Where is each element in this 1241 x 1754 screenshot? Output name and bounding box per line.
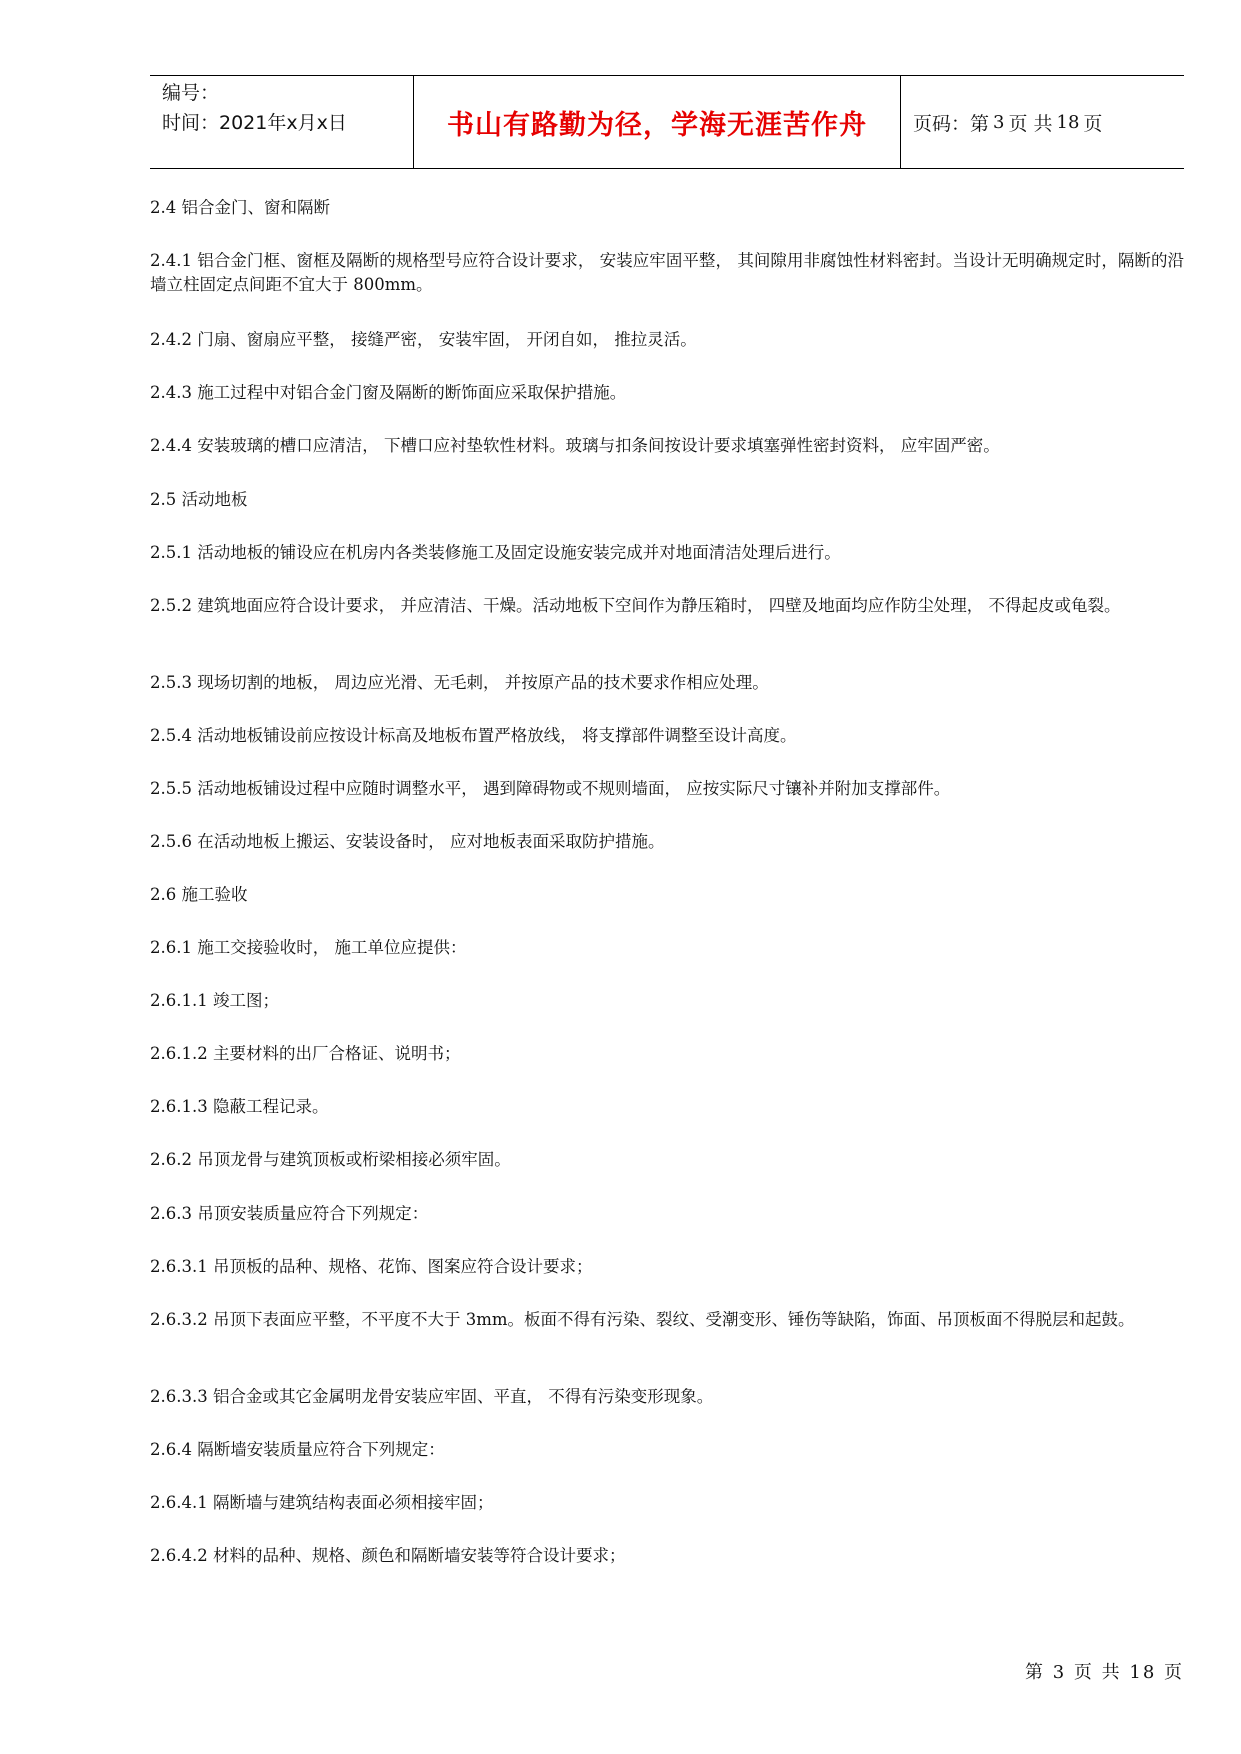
paragraph: 2.4.3 施工过程中对铝合金门窗及隔断的断饰面应采取保护措施。 — [150, 383, 627, 402]
page-suffix: 页 — [1083, 112, 1103, 135]
paragraph: 2.6.4 隔断墙安装质量应符合下列规定： — [150, 1440, 445, 1459]
page-prefix: 页码：第 — [913, 112, 990, 135]
page-header — [150, 75, 1184, 169]
section-heading: 2.5 活动地板 — [150, 490, 248, 509]
page-mid: 页 共 — [1008, 112, 1053, 135]
paragraph: 2.4.4 安装玻璃的槽口应清洁， 下槽口应衬垫软性材料。玻璃与扣条间按设计要求填塞弹性密封资料， 应牢固严密。 — [150, 436, 1000, 455]
paragraph: 2.4.1 铝合金门框、窗框及隔断的规格型号应符合设计要求， 安装应牢固平整， 其间隙用非腐蚀性材料密封。当设计无明确规定时，隔断的沿墙立柱固定点间距不宜大于 800mm。 — [150, 251, 1184, 294]
paragraph: 2.6.3 吊顶安装质量应符合下列规定： — [150, 1204, 429, 1223]
paragraph: 2.6.1 施工交接验收时， 施工单位应提供： — [150, 938, 467, 957]
paragraph: 2.4.2 门扇、窗扇应平整， 接缝严密， 安装牢固， 开闭自如， 推拉灵活。 — [150, 330, 697, 349]
paragraph: 2.5.5 活动地板铺设过程中应随时调整水平， 遇到障碍物或不规则墙面， 应按实际尺寸镶补并附加支撑部件。 — [150, 779, 951, 798]
header-motto: 书山有路勤为径，学海无涯苦作舟 — [414, 76, 901, 168]
page-total-number: 18 — [1056, 111, 1080, 133]
document-number-label: 编号： — [162, 82, 220, 104]
paragraph: 2.6.3.3 铝合金或其它金属明龙骨安装应牢固、平直， 不得有污染变形现象。 — [150, 1387, 714, 1406]
paragraph: 2.6.1.1 竣工图； — [150, 991, 279, 1010]
paragraph: 2.5.3 现场切割的地板， 周边应光滑、无毛刺， 并按原产品的技术要求作相应处理。 — [150, 673, 769, 692]
section-heading: 2.4 铝合金门、窗和隔断 — [150, 198, 330, 217]
paragraph: 2.6.1.2 主要材料的出厂合格证、说明书； — [150, 1044, 461, 1063]
paragraph: 2.6.2 吊顶龙骨与建筑顶板或桁梁相接必须牢固。 — [150, 1150, 511, 1169]
paragraph: 2.5.4 活动地板铺设前应按设计标高及地板布置严格放线， 将支撑部件调整至设计高度。 — [150, 726, 797, 745]
header-page-info — [901, 76, 1184, 168]
paragraph: 2.6.3.1 吊顶板的品种、规格、花饰、图案应符合设计要求； — [150, 1257, 593, 1276]
header-meta — [150, 76, 414, 168]
page-footer: 第 3 页 共 18 页 — [1025, 1662, 1184, 1683]
section-heading: 2.6 施工验收 — [150, 885, 248, 904]
paragraph: 2.6.4.2 材料的品种、规格、颜色和隔断墙安装等符合设计要求； — [150, 1546, 626, 1565]
page-current-number: 3 — [993, 111, 1005, 133]
paragraph: 2.6.4.1 隔断墙与建筑结构表面必须相接牢固； — [150, 1493, 494, 1512]
paragraph: 2.6.1.3 隐蔽工程记录。 — [150, 1097, 329, 1116]
paragraph: 2.5.1 活动地板的铺设应在机房内各类装修施工及固定设施安装完成并对地面清洁处理后进行。 — [150, 543, 841, 562]
paragraph: 2.6.3.2 吊顶下表面应平整，不平度不大于 3mm。板面不得有污染、裂纹、受潮变形、锤伤等缺陷，饰面、吊顶板面不得脱层和起鼓。 — [150, 1310, 1135, 1329]
paragraph: 2.5.6 在活动地板上搬运、安装设备时， 应对地板表面采取防护措施。 — [150, 832, 665, 851]
document-time-label: 时间：2021年x月x日 — [162, 112, 347, 134]
paragraph: 2.5.2 建筑地面应符合设计要求， 并应清洁、干燥。活动地板下空间作为静压箱时， 四壁及地面均应作防尘处理， 不得起皮或龟裂。 — [150, 596, 1121, 615]
